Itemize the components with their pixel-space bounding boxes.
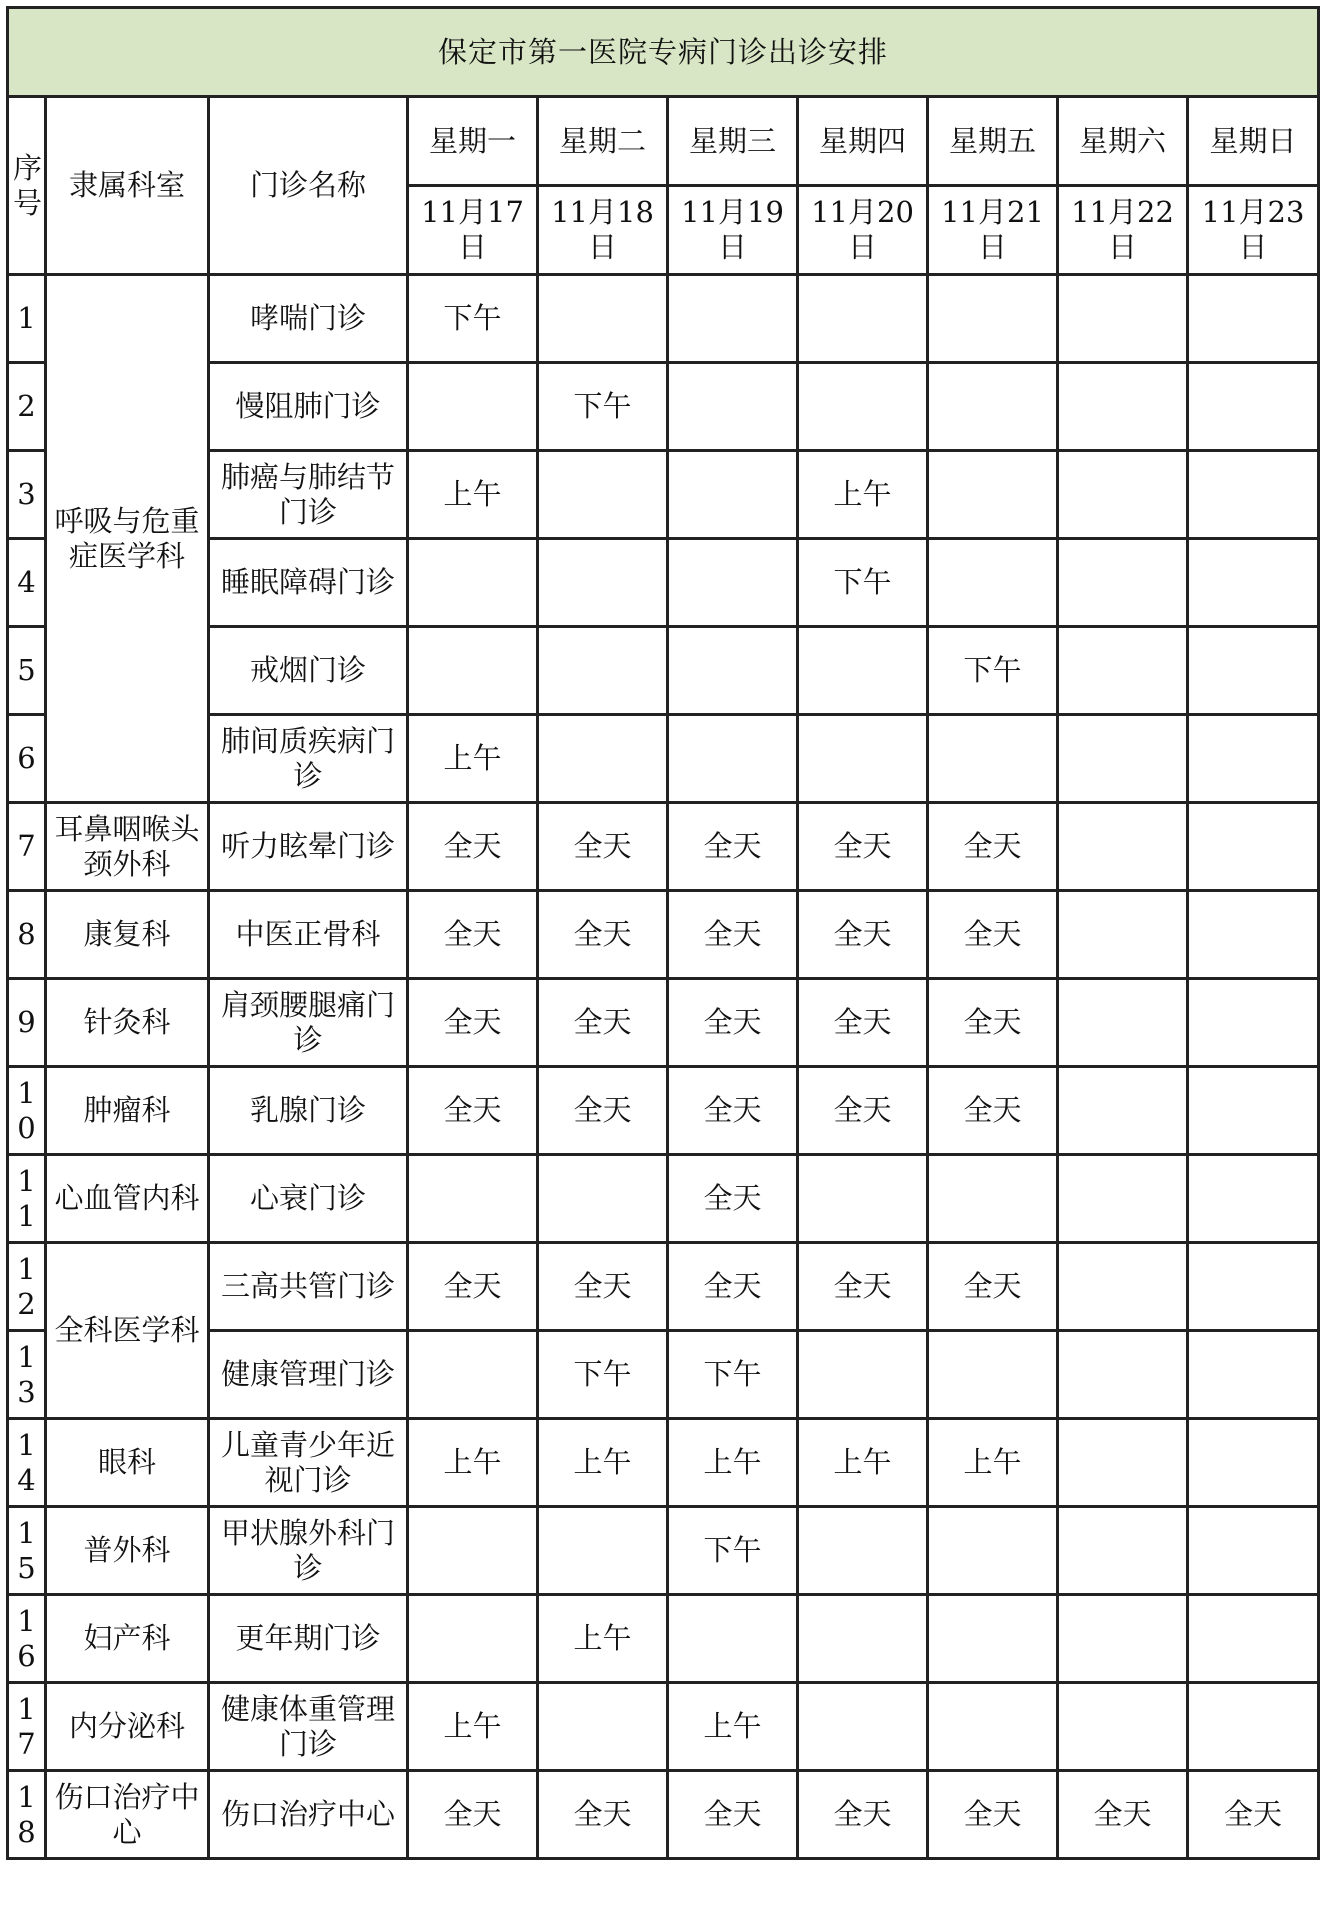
schedule-cell: 全天 <box>928 1243 1058 1331</box>
schedule-cell <box>928 539 1058 627</box>
schedule-cell: 全天 <box>928 1067 1058 1155</box>
schedule-cell <box>408 1595 538 1683</box>
schedule-cell <box>928 275 1058 363</box>
schedule-cell <box>798 1507 928 1595</box>
department-cell: 眼科 <box>46 1419 209 1507</box>
schedule-cell <box>1058 451 1188 539</box>
department-cell: 普外科 <box>46 1507 209 1595</box>
schedule-cell: 全天 <box>668 1067 798 1155</box>
row-number: 5 <box>8 627 46 715</box>
table-row <box>8 979 1319 1067</box>
schedule-cell: 下午 <box>668 1507 798 1595</box>
clinic-name: 乳腺门诊 <box>209 1067 408 1155</box>
schedule-sheet <box>6 6 1317 1860</box>
schedule-cell <box>798 715 928 803</box>
schedule-cell <box>798 1331 928 1419</box>
row-number: 11 <box>8 1155 46 1243</box>
schedule-cell <box>1188 1243 1319 1331</box>
row-number: 8 <box>8 891 46 979</box>
schedule-cell <box>1188 1067 1319 1155</box>
schedule-cell: 上午 <box>408 715 538 803</box>
schedule-cell: 全天 <box>928 891 1058 979</box>
schedule-cell: 全天 <box>668 1155 798 1243</box>
header-weekday: 星期三 <box>668 97 798 186</box>
schedule-cell: 全天 <box>538 979 668 1067</box>
schedule-cell: 全天 <box>538 1243 668 1331</box>
schedule-cell <box>1058 1331 1188 1419</box>
header-serial: 序号 <box>8 97 46 275</box>
table-row <box>8 1595 1319 1683</box>
header-date: 11月21日 <box>928 186 1058 275</box>
clinic-name: 健康体重管理门诊 <box>209 1683 408 1771</box>
table-row <box>8 1771 1319 1859</box>
row-number: 15 <box>8 1507 46 1595</box>
schedule-cell <box>1058 891 1188 979</box>
row-number: 13 <box>8 1331 46 1419</box>
clinic-name: 听力眩晕门诊 <box>209 803 408 891</box>
schedule-cell <box>538 451 668 539</box>
schedule-cell <box>928 1595 1058 1683</box>
schedule-cell <box>1188 1331 1319 1419</box>
schedule-cell <box>1058 1243 1188 1331</box>
clinic-name: 儿童青少年近视门诊 <box>209 1419 408 1507</box>
row-number: 17 <box>8 1683 46 1771</box>
schedule-cell <box>538 1683 668 1771</box>
schedule-cell <box>1188 1683 1319 1771</box>
schedule-cell <box>668 275 798 363</box>
schedule-cell <box>798 1683 928 1771</box>
schedule-cell <box>668 627 798 715</box>
schedule-cell: 下午 <box>538 363 668 451</box>
schedule-cell <box>1188 627 1319 715</box>
row-number: 14 <box>8 1419 46 1507</box>
clinic-name: 三高共管门诊 <box>209 1243 408 1331</box>
schedule-cell: 全天 <box>538 1771 668 1859</box>
header-date: 11月20日 <box>798 186 928 275</box>
table-row <box>8 1155 1319 1243</box>
department-cell: 耳鼻咽喉头颈外科 <box>46 803 209 891</box>
schedule-cell <box>538 275 668 363</box>
schedule-cell: 全天 <box>928 1771 1058 1859</box>
schedule-cell <box>668 451 798 539</box>
schedule-cell: 全天 <box>668 1771 798 1859</box>
clinic-name: 戒烟门诊 <box>209 627 408 715</box>
schedule-cell <box>1058 363 1188 451</box>
table-row <box>8 1243 1319 1331</box>
schedule-cell <box>798 627 928 715</box>
header-weekday: 星期一 <box>408 97 538 186</box>
schedule-cell <box>1188 275 1319 363</box>
schedule-cell <box>1058 1419 1188 1507</box>
schedule-cell <box>1188 451 1319 539</box>
schedule-cell: 全天 <box>928 979 1058 1067</box>
row-number: 18 <box>8 1771 46 1859</box>
schedule-table <box>6 6 1320 1860</box>
schedule-cell: 上午 <box>798 1419 928 1507</box>
schedule-cell <box>928 363 1058 451</box>
schedule-cell <box>798 363 928 451</box>
schedule-cell <box>668 363 798 451</box>
table-row <box>8 275 1319 363</box>
header-weekday: 星期六 <box>1058 97 1188 186</box>
department-cell: 伤口治疗中心 <box>46 1771 209 1859</box>
header-date: 11月19日 <box>668 186 798 275</box>
clinic-name: 哮喘门诊 <box>209 275 408 363</box>
schedule-cell: 上午 <box>408 1683 538 1771</box>
schedule-cell: 上午 <box>668 1419 798 1507</box>
table-row <box>8 803 1319 891</box>
schedule-cell <box>928 715 1058 803</box>
schedule-cell <box>1188 803 1319 891</box>
row-number: 2 <box>8 363 46 451</box>
department-cell: 心血管内科 <box>46 1155 209 1243</box>
row-number: 7 <box>8 803 46 891</box>
row-number: 4 <box>8 539 46 627</box>
schedule-cell: 全天 <box>408 891 538 979</box>
schedule-cell <box>1058 1683 1188 1771</box>
header-weekday: 星期二 <box>538 97 668 186</box>
schedule-cell <box>538 539 668 627</box>
schedule-cell <box>1058 539 1188 627</box>
header-date: 11月23日 <box>1188 186 1319 275</box>
header-date: 11月18日 <box>538 186 668 275</box>
schedule-cell: 全天 <box>408 1067 538 1155</box>
schedule-cell <box>798 1595 928 1683</box>
schedule-cell <box>1188 1507 1319 1595</box>
header-department: 隶属科室 <box>46 97 209 275</box>
schedule-cell <box>1058 275 1188 363</box>
schedule-cell: 全天 <box>798 1243 928 1331</box>
schedule-cell <box>1058 1595 1188 1683</box>
schedule-cell <box>408 1155 538 1243</box>
schedule-cell <box>798 1155 928 1243</box>
schedule-cell: 全天 <box>1058 1771 1188 1859</box>
schedule-cell <box>1188 1419 1319 1507</box>
schedule-cell <box>408 627 538 715</box>
schedule-cell: 全天 <box>668 1243 798 1331</box>
schedule-cell: 上午 <box>538 1595 668 1683</box>
schedule-cell <box>1188 891 1319 979</box>
row-number: 1 <box>8 275 46 363</box>
schedule-cell <box>1188 1595 1319 1683</box>
schedule-cell <box>538 1155 668 1243</box>
department-cell: 呼吸与危重症医学科 <box>46 275 209 803</box>
schedule-cell: 全天 <box>668 803 798 891</box>
schedule-cell <box>1188 979 1319 1067</box>
clinic-name: 甲状腺外科门诊 <box>209 1507 408 1595</box>
schedule-cell <box>1058 715 1188 803</box>
row-number: 3 <box>8 451 46 539</box>
clinic-name: 肩颈腰腿痛门诊 <box>209 979 408 1067</box>
schedule-cell: 下午 <box>928 627 1058 715</box>
clinic-name: 健康管理门诊 <box>209 1331 408 1419</box>
table-row <box>8 891 1319 979</box>
schedule-cell: 全天 <box>408 1243 538 1331</box>
schedule-cell: 上午 <box>538 1419 668 1507</box>
schedule-cell <box>408 539 538 627</box>
row-number: 6 <box>8 715 46 803</box>
schedule-cell: 下午 <box>668 1331 798 1419</box>
clinic-name: 肺间质疾病门诊 <box>209 715 408 803</box>
schedule-cell <box>798 275 928 363</box>
schedule-cell <box>928 1683 1058 1771</box>
clinic-name: 中医正骨科 <box>209 891 408 979</box>
schedule-cell <box>928 1507 1058 1595</box>
page-title: 保定市第一医院专病门诊出诊安排 <box>8 8 1319 97</box>
schedule-cell: 全天 <box>668 891 798 979</box>
schedule-cell <box>1058 1507 1188 1595</box>
schedule-cell: 全天 <box>408 979 538 1067</box>
schedule-cell <box>538 715 668 803</box>
schedule-cell <box>668 1595 798 1683</box>
department-cell: 肿瘤科 <box>46 1067 209 1155</box>
schedule-cell: 全天 <box>798 979 928 1067</box>
clinic-name: 更年期门诊 <box>209 1595 408 1683</box>
schedule-cell <box>538 1507 668 1595</box>
schedule-cell <box>1058 803 1188 891</box>
table-row <box>8 1683 1319 1771</box>
clinic-name: 睡眠障碍门诊 <box>209 539 408 627</box>
clinic-name: 慢阻肺门诊 <box>209 363 408 451</box>
schedule-cell <box>408 363 538 451</box>
schedule-cell: 全天 <box>798 1067 928 1155</box>
table-row <box>8 1067 1319 1155</box>
schedule-cell <box>1058 1155 1188 1243</box>
schedule-cell <box>928 1155 1058 1243</box>
schedule-cell <box>1058 979 1188 1067</box>
row-number: 12 <box>8 1243 46 1331</box>
schedule-cell: 全天 <box>928 803 1058 891</box>
clinic-name: 心衰门诊 <box>209 1155 408 1243</box>
schedule-cell: 全天 <box>798 803 928 891</box>
schedule-cell <box>928 1331 1058 1419</box>
schedule-cell <box>668 539 798 627</box>
schedule-cell: 全天 <box>1188 1771 1319 1859</box>
header-weekday: 星期日 <box>1188 97 1319 186</box>
department-cell: 妇产科 <box>46 1595 209 1683</box>
schedule-cell <box>538 627 668 715</box>
schedule-cell <box>668 715 798 803</box>
schedule-cell: 全天 <box>538 803 668 891</box>
schedule-cell <box>1188 363 1319 451</box>
schedule-cell: 全天 <box>538 891 668 979</box>
schedule-cell: 下午 <box>798 539 928 627</box>
department-cell: 康复科 <box>46 891 209 979</box>
department-cell: 针灸科 <box>46 979 209 1067</box>
row-number: 10 <box>8 1067 46 1155</box>
header-weekday: 星期五 <box>928 97 1058 186</box>
schedule-cell <box>1058 1067 1188 1155</box>
clinic-name: 肺癌与肺结节门诊 <box>209 451 408 539</box>
schedule-cell <box>408 1331 538 1419</box>
header-weekday: 星期四 <box>798 97 928 186</box>
row-number: 16 <box>8 1595 46 1683</box>
schedule-cell: 下午 <box>408 275 538 363</box>
schedule-cell: 全天 <box>408 803 538 891</box>
table-row <box>8 1419 1319 1507</box>
clinic-name: 伤口治疗中心 <box>209 1771 408 1859</box>
schedule-cell <box>1188 1155 1319 1243</box>
schedule-cell: 全天 <box>668 979 798 1067</box>
schedule-cell: 下午 <box>538 1331 668 1419</box>
schedule-cell: 全天 <box>538 1067 668 1155</box>
schedule-cell <box>1058 627 1188 715</box>
header-date: 11月17日 <box>408 186 538 275</box>
schedule-cell: 全天 <box>798 1771 928 1859</box>
schedule-cell <box>408 1507 538 1595</box>
schedule-cell: 全天 <box>408 1771 538 1859</box>
header-clinic: 门诊名称 <box>209 97 408 275</box>
department-cell: 内分泌科 <box>46 1683 209 1771</box>
schedule-cell <box>1188 539 1319 627</box>
schedule-cell <box>1188 715 1319 803</box>
table-row <box>8 1507 1319 1595</box>
department-cell: 全科医学科 <box>46 1243 209 1419</box>
schedule-cell: 全天 <box>798 891 928 979</box>
schedule-cell <box>928 451 1058 539</box>
schedule-cell: 上午 <box>668 1683 798 1771</box>
schedule-cell: 上午 <box>408 1419 538 1507</box>
header-date: 11月22日 <box>1058 186 1188 275</box>
schedule-cell: 上午 <box>798 451 928 539</box>
schedule-cell: 上午 <box>928 1419 1058 1507</box>
row-number: 9 <box>8 979 46 1067</box>
schedule-cell: 上午 <box>408 451 538 539</box>
